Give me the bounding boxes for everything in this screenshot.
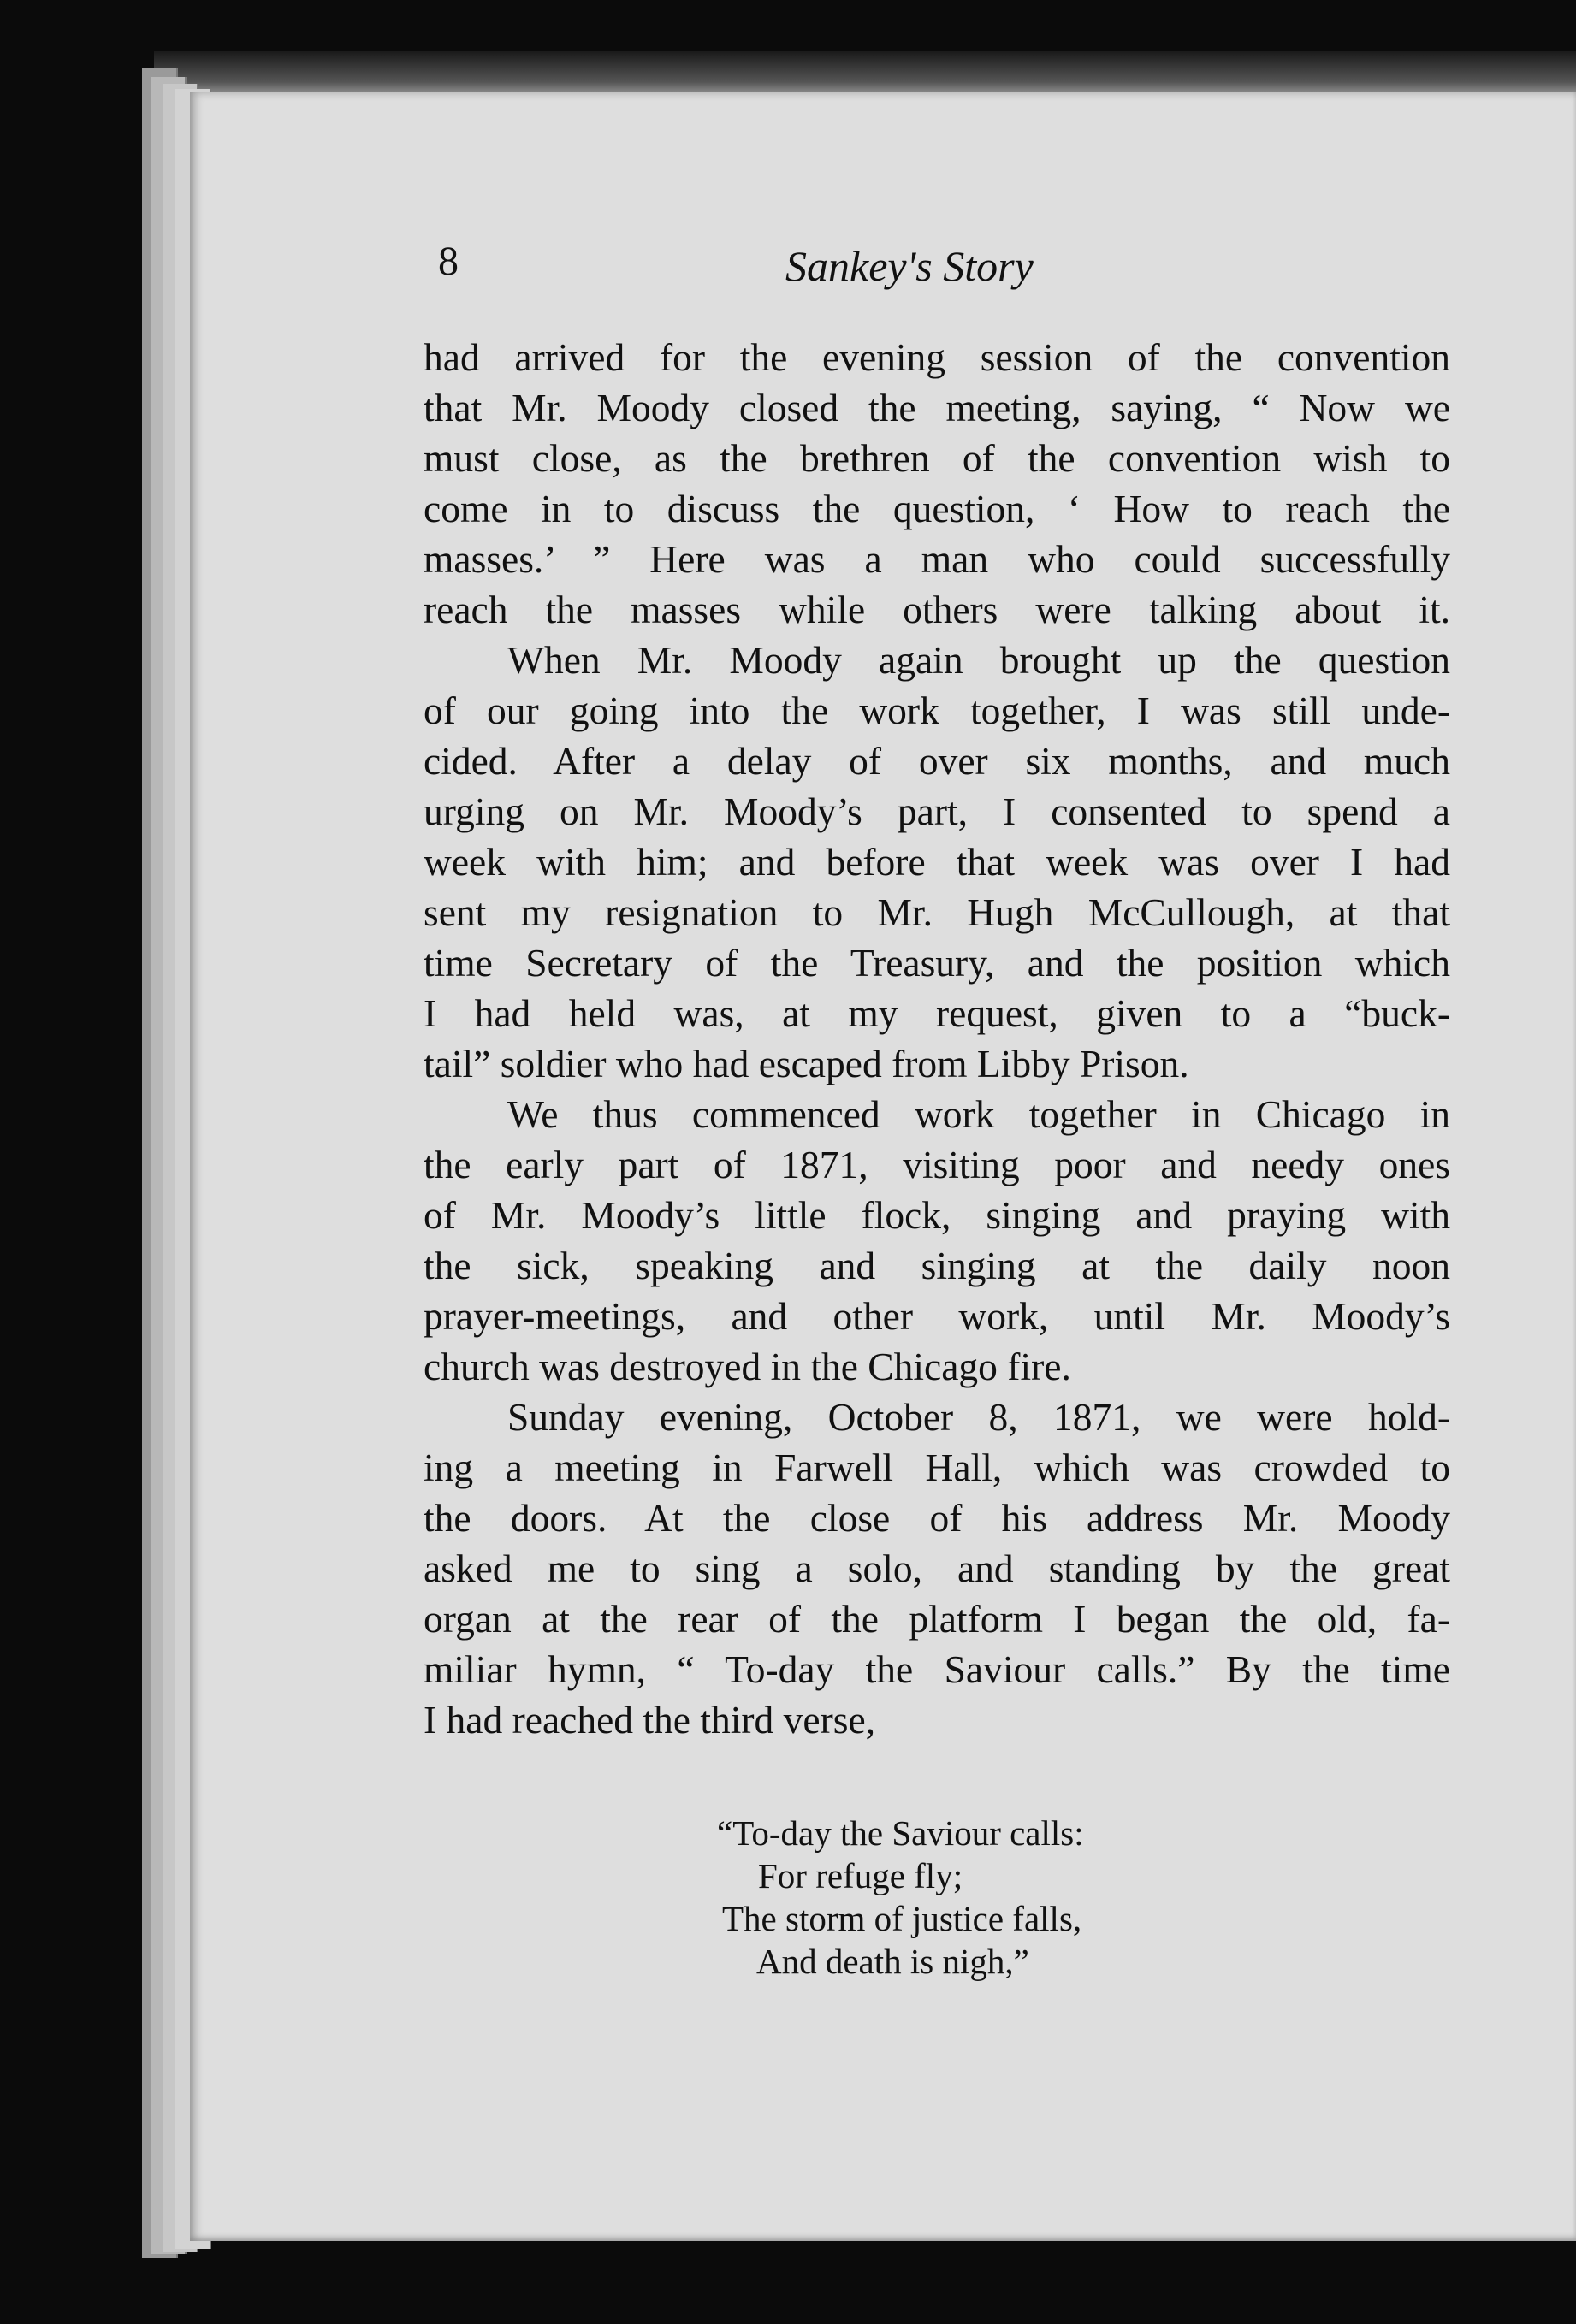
verse-line: “To-day the Saviour calls: xyxy=(717,1813,1084,1853)
paragraph xyxy=(424,635,1450,1089)
text-line: cided. After a delay of over six months, and much xyxy=(424,739,1450,783)
text-line: masses.’ ” Here was a man who could successfully xyxy=(424,537,1450,581)
text-line: I had held was, at my request, given to a “buck- xyxy=(424,991,1450,1035)
text-line: asked me to sing a solo, and standing by the great xyxy=(424,1546,1450,1590)
text-line: of Mr. Moody’s little flock, singing and praying with xyxy=(424,1193,1450,1237)
text-line: the doors. At the close of his address Mr. Moody xyxy=(424,1496,1450,1540)
hymn-verse xyxy=(717,1812,1084,1983)
verse-line: For refuge fly; xyxy=(758,1856,963,1895)
text-line: urging on Mr. Moody’s part, I consented to spend a xyxy=(424,789,1450,833)
text-line: that Mr. Moody closed the meeting, saying, “ Now we xyxy=(424,386,1450,429)
text-line: sent my resignation to Mr. Hugh McCullough, at that xyxy=(424,890,1450,934)
page-number: 8 xyxy=(438,239,459,284)
text-line: had arrived for the evening session of the convention xyxy=(424,335,1450,379)
text-line: miliar hymn, “ To-day the Saviour calls.” By the time xyxy=(424,1647,1450,1691)
text-line: time Secretary of the Treasury, and the position which xyxy=(424,941,1450,985)
text-line: tail” soldier who had escaped from Libby Prison. xyxy=(424,1042,1189,1085)
text-line: the early part of 1871, visiting poor and needy ones xyxy=(424,1143,1450,1186)
text-line: come in to discuss the question, ‘ How to reach the xyxy=(424,487,1450,530)
body-text xyxy=(424,332,1450,1745)
text-line: When Mr. Moody again brought up the question xyxy=(507,638,1450,682)
text-line: must close, as the brethren of the convention wish to xyxy=(424,436,1450,480)
verse-line: The storm of justice falls, xyxy=(722,1899,1082,1938)
text-line: organ at the rear of the platform I began the old, fa- xyxy=(424,1597,1450,1641)
text-line: church was destroyed in the Chicago fire. xyxy=(424,1345,1071,1388)
text-line: reach the masses while others were talking about it. xyxy=(424,588,1450,631)
text-line: ing a meeting in Farwell Hall, which was crowded to xyxy=(424,1446,1450,1489)
text-line: Sunday evening, October 8, 1871, we were hold- xyxy=(507,1395,1450,1439)
text-line: week with him; and before that week was over I had xyxy=(424,840,1450,884)
text-line: I had reached the third verse, xyxy=(424,1698,876,1742)
page-header xyxy=(428,231,1112,299)
text-line: prayer-meetings, and other work, until Mr. Moody’s xyxy=(424,1294,1450,1338)
paragraph xyxy=(424,1089,1450,1392)
text-line: We thus commenced work together in Chicago in xyxy=(507,1092,1450,1136)
text-line: of our going into the work together, I was still unde- xyxy=(424,689,1450,732)
verse-line: And death is nigh,” xyxy=(756,1942,1029,1981)
text-line: the sick, speaking and singing at the daily noon xyxy=(424,1244,1450,1287)
paragraph xyxy=(424,1392,1450,1745)
running-title: Sankey's Story xyxy=(785,242,1034,290)
paragraph xyxy=(424,332,1450,635)
